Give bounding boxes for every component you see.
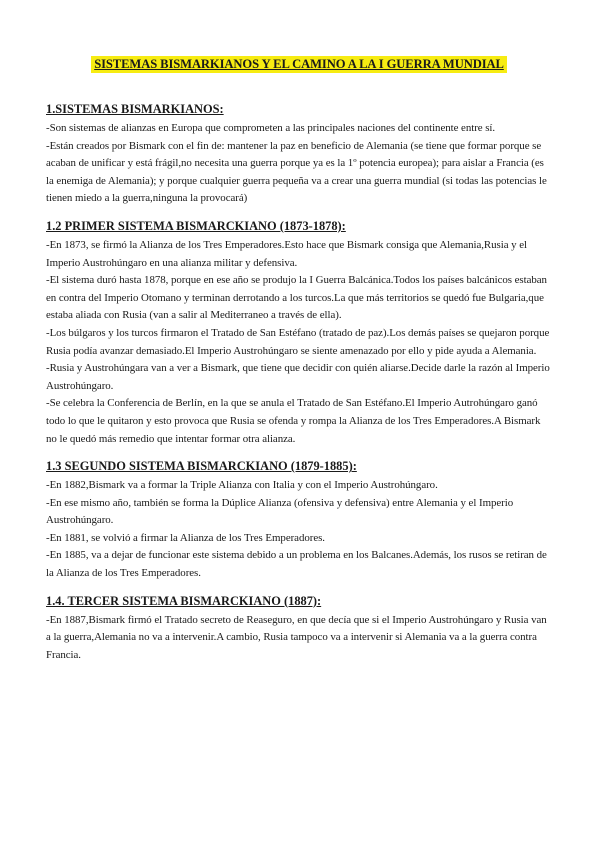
section-sistemas-bismarkianos	[46, 101, 552, 208]
paragraph: -En ese mismo año, también se forma la Dúplice Alianza (ofensiva y defensiva) entre Alemania y el Imperio Austrohúngaro.	[46, 496, 514, 527]
section-heading: 1.SISTEMAS BISMARKIANOS:	[46, 102, 224, 116]
paragraph: -Los búlgaros y los turcos firmaron el Tratado de San Estéfano (tratado de paz).Los demás países se quejaron porque Rusia podía avanzar demasiado.El Imperio Austrohúngaro se siente amenazado por ello y pide ayuda a Alemania.	[46, 326, 550, 357]
section-primer-sistema	[46, 218, 552, 448]
paragraph: -En 1881, se volvió a firmar la Alianza de los Tres Emperadores.	[46, 531, 325, 544]
paragraph: -En 1885, va a dejar de funcionar este sistema debido a un problema en los Balcanes.Además, los rusos se retiran de la Alianza de los Tres Emperadores.	[46, 549, 547, 580]
paragraph: -En 1873, se firmó la Alianza de los Tres Emperadores.Esto hace que Bismark consiga que Alemania,Rusia y el Imperio Austrohúngaro en una alianza militar y defensiva.	[46, 238, 527, 269]
paragraph: -Se celebra la Conferencia de Berlín, en la que se anula el Tratado de San Estéfano.El Imperio Autrohúngaro ganó todo lo que le quitaron y esto provoca que Rusia se ofenda y rompa la Alianza de los Tres Emperadores.A Bismark no le quedó más remedio que intentar formar otra alianza.	[46, 397, 541, 445]
section-heading: 1.4. TERCER SISTEMA BISMARCKIANO (1887):	[46, 593, 322, 608]
title-wrapper	[46, 55, 552, 73]
paragraph: -Están creados por Bismark con el fin de: mantener la paz en beneficio de Alemania (se tiene que formar porque se acaban de unificar y está frágil,no necesita una guerra porque ya es la 1º potencia europea); para aislar a Francia (es la enemiga de Alemania); y porque cualquier guerra pequeña va a crear una guerra mundial (si todas las potencias le tienen miedo a la guerra,ninguna la provocará)	[46, 139, 547, 205]
section-heading: 1.3 SEGUNDO SISTEMA BISMARCKIANO (1879-1885):	[46, 459, 357, 474]
section-tercer-sistema	[46, 593, 552, 665]
paragraph: -En 1887,Bismark firmó el Tratado secreto de Reaseguro, en que decía que si el Imperio Austrohúngaro y Rusia van a la guerra,Alemania no va a intervenir.A cambio, Rusia tampoco va a intervenir si Alemania va a la guerra contra Francia.	[46, 613, 547, 661]
paragraph: -Son sistemas de alianzas en Europa que comprometen a las principales naciones del continente entre sí.	[46, 122, 496, 134]
paragraph: -El sistema duró hasta 1878, porque en ese año se produjo la I Guerra Balcánica.Todos los países balcánicos estaban en contra del Imperio Otomano y terminan derrotando a los turcos.La que más territorios se quedó fue Bulgaria,que estaba aliada con Rusia (van a salir al Mediterraneo a través de ella).	[46, 274, 547, 322]
paragraph: -En 1882,Bismark va a formar la Triple Alianza con Italia y con el Imperio Austrohúngaro.	[46, 479, 438, 492]
section-heading: 1.2 PRIMER SISTEMA BISMARCKIANO (1873-1878):	[46, 218, 346, 233]
document-title: SISTEMAS BISMARKIANOS Y EL CAMINO A LA I GUERRA MUNDIAL	[91, 56, 507, 73]
paragraph: -Rusia y Austrohúngara van a ver a Bismark, que tiene que decidir con quién aliarse.Decide darle la razón al Imperio Austrohúngaro.	[46, 362, 550, 392]
section-segundo-sistema	[46, 458, 552, 583]
